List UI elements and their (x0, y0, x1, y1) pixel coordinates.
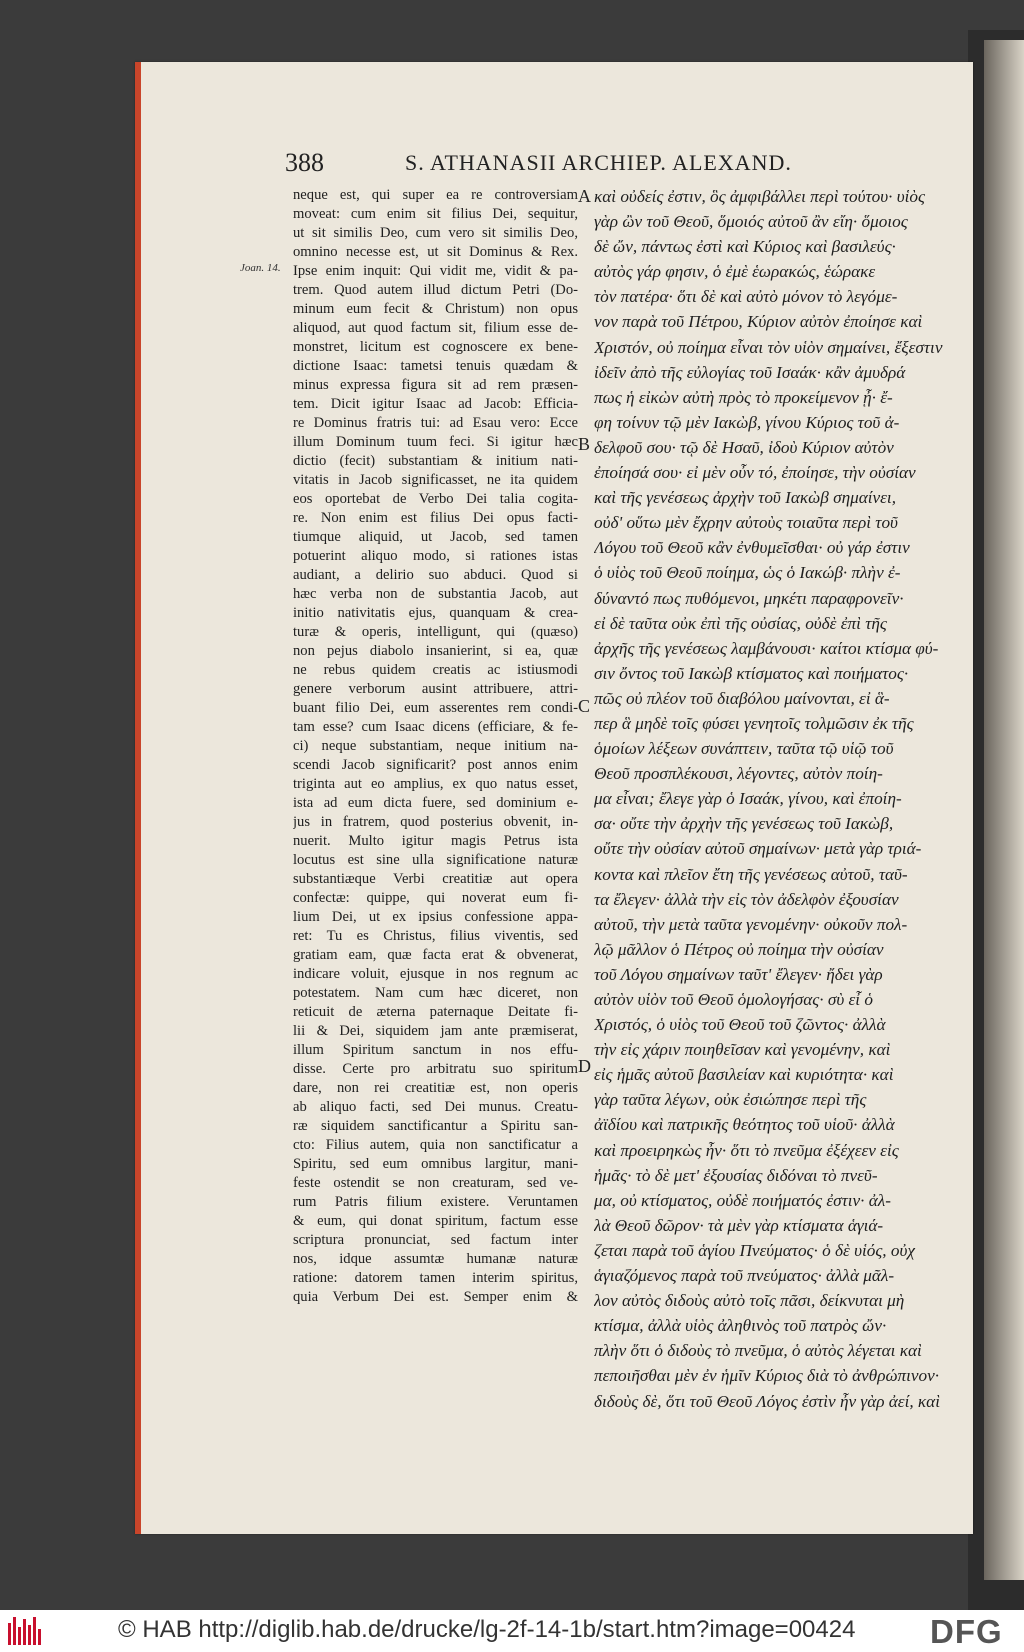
greek-text-line: νον παρὰ τοῦ Πέτρου, Κύριον αὐτὸν ἐποίησε καὶ (594, 312, 923, 332)
latin-text-line: ratione: datorem tamen interim spiritus, (293, 1270, 578, 1286)
greek-text-line: διδοὺς δὲ, ὅτι τοῦ Θεοῦ Λόγος ἐστὶν ἦν γὰρ ἀεί, καὶ (594, 1391, 940, 1411)
greek-text-line: πλὴν ὅτι ὁ διδοὺς τὸ πνεῦμα, ὁ αὐτὸς λέγεται καὶ (594, 1341, 922, 1361)
greek-text-line: καὶ τῆς γενέσεως ἀρχὴν τοῦ Ιακὼβ σημαίνει, (594, 488, 896, 508)
latin-text-line: neque est, qui super ea re controversiam (293, 187, 578, 203)
latin-text-line: triginta aut eo amplius, ex quo natus esset, (293, 776, 578, 792)
greek-text-line: πῶς οὐ πλέον τοῦ διαβόλου μαίνονται, εἰ ἃ- (594, 688, 890, 708)
latin-text-line: audiant, a delirio suo abduci. Quod si (293, 567, 578, 583)
section-letter-a: A (578, 186, 591, 206)
latin-text-line: moveat: cum enim sit filius Dei, sequitur, (293, 206, 578, 222)
latin-text-line: minus expressa figura sit ad rem præsen- (293, 377, 578, 393)
latin-text-line: tem. Dicit igitur Isaac ad Jacob: Efficia- (293, 396, 578, 412)
greek-text-line: ὁμοίων λέξεων συνάπτειν, ταῦτα τῷ υἱῷ τοῦ (594, 739, 894, 759)
next-page-edge (984, 40, 1024, 1580)
greek-column (594, 184, 954, 1414)
greek-text-line: φη τοίνυν τῷ μὲν Ιακὼβ, γίνου Κύριος τοῦ ἀ- (594, 412, 900, 432)
latin-text-line: cto: Filius autem, quia non sanctificatur a (293, 1137, 578, 1153)
greek-text-line: δελφοῦ σου· τῷ δὲ Ησαῦ, ἰδοὺ Κύριον αὐτὸν (594, 437, 894, 457)
latin-text-line: nos, idque assumtæ humanæ naturæ (293, 1251, 578, 1267)
greek-text-line: Χριστός, ὁ υἱὸς τοῦ Θεοῦ τοῦ ζῶντος· ἀλλὰ (594, 1015, 886, 1035)
latin-text-line: ne rebus quidem creatis ac istiusmodi (293, 662, 578, 678)
section-letter-b: B (578, 434, 591, 454)
copyright-link[interactable]: © HAB http://diglib.hab.de/drucke/lg-2f-14-1b/start.htm?image=00424 (118, 1616, 856, 1643)
latin-text-line: trem. Quod autem illud dictum Petri (Do- (293, 282, 578, 298)
hab-logo-icon (8, 1617, 44, 1645)
latin-text-line: minum eum fecit & Christum) non opus (293, 301, 578, 317)
greek-text-line: πεποιῆσθαι μὲν ἐν ἡμῖν Κύριος διὰ τὸ ἀνθρώπινον· (594, 1366, 940, 1386)
latin-text-line: scendi Jacob significarit? post annos enim (293, 757, 578, 773)
latin-text-line: quia Verbum Dei est. Semper enim & (293, 1289, 578, 1305)
margin-note: Joan. 14. (240, 262, 281, 274)
latin-text-line: lium Dei, ut ex ipsius confessione appa- (293, 909, 578, 925)
latin-text-line: buant filio Dei, eum asserentes rem condi- (293, 700, 578, 716)
latin-text-line: Spiritu, sed eum omnibus largitur, mani- (293, 1156, 578, 1172)
dfg-logo: DFG (930, 1613, 1003, 1650)
greek-text-line: δύναντό πως πυθόμενοι, μηκέτι παραφρονεῖν· (594, 588, 904, 608)
greek-text-line: Λόγου τοῦ Θεοῦ κἂν ἐνθυμεῖσθαι· οὐ γάρ ἐστιν (594, 538, 910, 558)
running-header (285, 148, 825, 178)
latin-text-line: nuerit. Multo igitur magis Petrus ista (293, 833, 578, 849)
latin-text-line: genere verborum ausint attribuere, attri- (293, 681, 578, 697)
latin-text-line: omnino necesse est, ut sit Dominus & Rex. (293, 244, 578, 260)
greek-text-line: οὔτε τὴν οὐσίαν αὐτοῦ σημαίνων· μετὰ γὰρ τριά- (594, 839, 922, 859)
latin-text-line: locutus est sine ulla significatione naturæ (293, 852, 578, 868)
greek-text-line: ἐποίησά σου· εἰ μὲν οὖν τό, ἐποίησε, τὴν οὐσίαν (594, 463, 916, 483)
greek-text-line: σιν ὄντος τοῦ Ιακὼβ κτίσματος καὶ ποιήματος· (594, 663, 909, 683)
latin-text-line: feste ostendit se non creaturam, sed ve- (293, 1175, 578, 1191)
greek-text-line: καὶ οὐδείς ἐστιν, ὃς ἀμφιβάλλει περὶ τούτου· υἱὸς (594, 187, 925, 206)
greek-text-line: οὐδ' οὕτω μὲν ἔχρην αὐτοὺς τοιαῦτα περὶ τοῦ (594, 513, 898, 533)
greek-text-line: λὰ Θεοῦ δῶρον· τὰ μὲν γὰρ κτίσματα ἁγιά- (594, 1215, 884, 1235)
greek-text-line: Χριστόν, οὐ ποίημα εἶναι τὸν υἱὸν σημαίνει, ἔξεστιν (594, 337, 943, 357)
latin-text-line: turæ & operis, intelligunt, qui (quæso) (293, 624, 578, 640)
greek-text-line: περ ἃ μηδὲ τοῖς φύσει γενητοῖς τολμῶσιν ἐκ τῆς (594, 713, 914, 733)
latin-text-line: dare, non rei creatitiæ est, non operis (293, 1080, 578, 1096)
latin-text-line: dictio (fecit) substantiam & initium nati- (293, 453, 578, 469)
latin-text-line: ci) neque substantiam, neque initium na- (293, 738, 578, 754)
latin-text-line: illum Spiritum sanctum in nos effu- (293, 1042, 578, 1058)
latin-text-line: hæc verba non de substantia Jacob, aut (293, 586, 578, 602)
latin-text-line: re Dominus fratris tui: ad Esau vero: Ecce (293, 415, 578, 431)
section-letter-c: C (578, 696, 591, 716)
latin-text-line: vitatis in Jacob significasset, ne ita quidem (293, 472, 578, 488)
greek-text-line: κοντα καὶ πλεῖον ἔτη τῆς γενέσεως αὐτοῦ, ταῦ- (594, 864, 908, 884)
section-letter-d: D (578, 1056, 591, 1076)
latin-text-line: confectæ: quippe, qui noverat eum fi- (293, 890, 578, 906)
latin-text-line: potestatem. Nam cum hæc diceret, non (293, 985, 578, 1001)
latin-text-line: ab aliquo facti, sed Dei munus. Creatu- (293, 1099, 578, 1115)
latin-text-line: monstret, licitum est cognoscere ex bene- (293, 339, 578, 355)
latin-text-line: disse. Certe pro arbitratu suo spiritum (293, 1061, 578, 1077)
greek-text-line: αὐτὸν υἱὸν τοῦ Θεοῦ ὁμολογήσας· σὺ εἶ ὁ (594, 990, 873, 1009)
greek-text-line: ἀρχῆς τῆς γενέσεως λαμβάνουσι· καίτοι κτίσμα φύ- (594, 638, 939, 658)
latin-text-line: tam esse? cum Isaac dicens (efficiare, & fe- (293, 719, 578, 735)
latin-text-line: non pejus diabolo insanierint, si ea, quæ (293, 643, 578, 659)
latin-text-line: ret: Tu es Christus, filius viventis, sed (293, 928, 578, 944)
greek-text-line: ἁγιαζόμενος παρὰ τοῦ πνεύματος· ἀλλὰ μᾶλ- (594, 1266, 895, 1286)
page-red-edge (135, 62, 141, 1534)
latin-text-line: eos oportebat de Verbo Dei talia cogita- (293, 491, 578, 507)
greek-text-line: τα ἔλεγεν· ἀλλὰ τὴν εἰς τὸν ἀδελφὸν ἐξουσίαν (594, 889, 899, 909)
latin-text-line: illum Dominum tuum feci. Si igitur hæc (293, 434, 578, 450)
latin-text-line: initio nativitatis ejus, quanquam & crea- (293, 605, 578, 621)
greek-text-line: αὐτὸς γάρ φησιν, ὁ ἐμὲ ἑωρακώς, ἑώρακε (594, 262, 876, 282)
latin-text-line: gratiam eam, quæ facta erat & obvenerat, (293, 947, 578, 963)
latin-text-line: & eum, qui donat spiritum, factum esse (293, 1213, 578, 1229)
greek-text-line: ἡμᾶς· τὸ δὲ μετ' ἐξουσίας διδόναι τὸ πνεῦ- (594, 1165, 878, 1185)
latin-text-line: reticuit de æterna paternaque Deitate fi- (293, 1004, 578, 1020)
viewer-footer (0, 1610, 1024, 1652)
greek-text-line: ζεται παρὰ τοῦ ἁγίου Πνεύματος· ὁ δὲ υἱός, οὐχ (594, 1240, 915, 1260)
latin-text-line: indicare voluit, ejusque in nos regnum ac (293, 966, 578, 982)
latin-text-line: re. Non enim est filius Dei opus facti- (293, 510, 578, 526)
greek-text-line: δὲ ὤν, πάντως ἐστὶ καὶ Κύριος καὶ βασιλεύς· (594, 237, 896, 257)
greek-text-line: αὐτοῦ, τὴν μετὰ ταῦτα γενομένην· οὐκοῦν πολ- (594, 914, 908, 934)
greek-text-line: εἰ δὲ ταῦτα οὐκ ἐπὶ τῆς οὐσίας, οὐδὲ ἐπὶ τῆς (594, 613, 887, 633)
greek-text-line: λῷ μᾶλλον ὁ Πέτρος οὐ ποίημα τὴν οὐσίαν (594, 939, 884, 959)
latin-text-line: tiumque aliquid, ut Jacob, sed tamen (293, 529, 578, 545)
latin-text-line: jus in fratrem, quod posterius obvenit, in- (293, 814, 578, 830)
greek-text-line: κτίσμα, ἀλλὰ υἱὸς ἀληθινὸς τοῦ πατρὸς ὤν· (594, 1316, 887, 1336)
greek-text-line: ἀϊδίου καὶ πατρικῆς θεότητος τοῦ υἱοῦ· ἀλλὰ (594, 1115, 895, 1135)
greek-text-line: μα, οὐ κτίσματος, οὐδὲ ποιήματός ἐστιν· ἀλ- (594, 1190, 891, 1210)
greek-text-line: τοῦ Λόγου σημαίνων ταῦτ' ἔλεγεν· ἤδει γὰρ (594, 964, 883, 984)
greek-text-line: πως ἡ εἰκὼν αὐτὴ πρὸς τὸ προκείμενον ᾖ· ἔ- (594, 387, 893, 407)
latin-text-line: dictione Isaac: tametsi tenuis quædam & (293, 358, 578, 374)
greek-text-line: Θεοῦ προσπλέκουσι, λέγοντες, αὐτὸν ποίη- (594, 764, 883, 784)
latin-text-line: ista ad eum dicta fuere, sed dominium e- (293, 795, 578, 811)
latin-text-line: substantiæque Verbi creatitiæ aut opera (293, 871, 578, 887)
latin-text-line: ræ siquidem sanctificantur a Spiritu san- (293, 1118, 578, 1134)
latin-column (293, 186, 578, 1307)
greek-text-line: σα· οὔτε τὴν ἀρχὴν τῆς γενέσεως τοῦ Ιακὼβ, (594, 814, 894, 834)
greek-text-line: καὶ προειρηκὼς ἦν· ὅτι τὸ πνεῦμα ἐξέχεεν εἰς (594, 1140, 899, 1160)
page-number: 388 (285, 148, 324, 177)
latin-text-line: Ipse enim inquit: Qui vidit me, vidit & pa- (293, 263, 578, 279)
latin-text-line: lii & Dei, siquidem jam ante præmiserat, (293, 1023, 578, 1039)
greek-text-line: εἰς ἡμᾶς αὐτοῦ βασιλείαν καὶ κυριότητα· καὶ (594, 1065, 894, 1085)
greek-text-line: μα εἶναι; ἔλεγε γὰρ ὁ Ισαάκ, γίνου, καὶ ἐποίη- (594, 789, 902, 809)
greek-text-line: λον αὐτὸς διδοὺς αὐτὸ τοῖς πᾶσι, δείκνυται μὴ (594, 1291, 905, 1311)
greek-text-line: τὴν εἰς χάριν ποιηθεῖσαν καὶ γενομένην, καὶ (594, 1040, 891, 1060)
latin-text-line: potuerint aliquo modo, si rationes istas (293, 548, 578, 564)
greek-text-line: ὁ υἱὸς τοῦ Θεοῦ ποίημα, ὡς ὁ Ιακώβ· πλὴν ἐ- (594, 563, 901, 583)
greek-text-line: τὸν πατέρα· ὅτι δὲ καὶ αὐτὸ μόνον τὸ λεγόμε- (594, 287, 898, 307)
greek-text-line: γὰρ ὢν τοῦ Θεοῦ, ὅμοιός αὐτοῦ ἂν εἴη· ὅμοιος (594, 212, 908, 232)
latin-text-line: ut sit similis Deo, cum vero sit similis Deo, (293, 225, 578, 241)
latin-text-line: aliquod, aut quod factum sit, filium esse de- (293, 320, 578, 336)
greek-text-line: ἰδεῖν ἀπὸ τῆς εὐλογίας τοῦ Ισαάκ· κἂν ἀμυδρά (594, 362, 906, 382)
latin-text-line: rum Patris filium existere. Veruntamen (293, 1194, 578, 1210)
running-title: S. ATHANASII ARCHIEP. ALEXAND. (405, 150, 792, 175)
greek-text-line: γὰρ ταῦτα λέγων, οὐκ ἐσιώπησε περὶ τῆς (594, 1090, 867, 1110)
latin-text-line: scriptura pronunciat, sed factum inter (293, 1232, 578, 1248)
